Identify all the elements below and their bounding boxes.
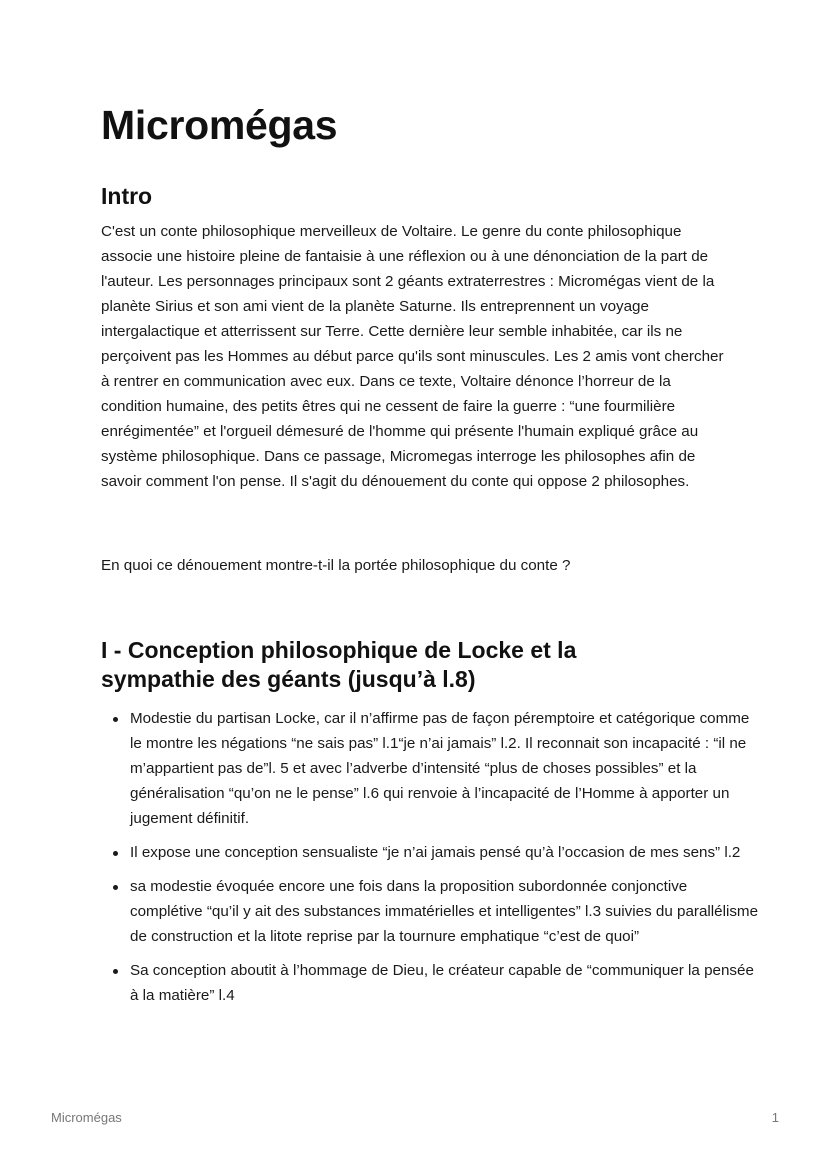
page-number: 1	[771, 1110, 779, 1125]
bullet-list	[101, 706, 760, 1017]
list-item-text: Sa conception aboutit à l’hommage de Dieu, le créateur capable de “communiquer la pensée à la matière” l.4	[130, 962, 754, 1004]
intro-heading: Intro	[101, 183, 153, 209]
document-title: Micromégas	[101, 102, 338, 148]
intro-paragraph: C'est un conte philosophique merveilleux de Voltaire. Le genre du conte philosophique associe une histoire pleine de fantaisie à une réflexion ou à une dénonciation de la part de l'auteur. Les personnages principaux sont 2 géants extraterrestres : Micromégas vient de la planète Sirius et son ami vient de la planète Saturne. Ils entreprennent un voyage intergalactique et atterrissent sur Terre. Cette dernière leur semble inhabitée, car ils ne perçoivent pas les Hommes au début parce qu'ils sont minuscules. Les 2 amis vont chercher à rentrer en communication avec eux. Dans ce texte, Voltaire dénonce l’horreur de la condition humaine, des petits êtres qui ne cessent de faire la guerre : “une fourmilière enrégimentée” et l'orgueil démesuré de l'homme qui présente l'humain expliqué grâce au système philosophique. Dans ce passage, Micromegas interroge les philosophes afin de savoir comment l'on pense. Il s'agit du dénouement du conte qui oppose 2 philosophes.	[101, 223, 724, 490]
problematic-question: En quoi ce dénouement montre-t-il la portée philosophique du conte ?	[101, 557, 571, 574]
list-item	[130, 874, 760, 949]
bullet-icon	[113, 851, 118, 856]
footer-title: Micromégas	[51, 1110, 122, 1125]
list-item-text: sa modestie évoquée encore une fois dans la proposition subordonnée conjonctive complétive “qu’il y ait des substances immatérielles et intelligentes” l.3 suivies du parallélisme de construction et la litote reprise par la tournure emphatique “c’est de quoi”	[130, 878, 759, 945]
section-heading: I - Conception philosophique de Locke et la sympathie des géants (jusqu’à l.8)	[101, 637, 577, 692]
bullet-icon	[113, 717, 118, 722]
list-item	[130, 706, 760, 831]
list-item	[130, 958, 760, 1008]
bullet-icon	[113, 969, 118, 974]
list-item-text: Modestie du partisan Locke, car il n’affirme pas de façon péremptoire et catégorique comme le montre les négations “ne sais pas” l.1“je n’ai jamais” l.2. Il reconnait son incapacité : “il ne m’appartient pas de”l. 5 et avec l’adverbe d’intensité “plus de choses possibles” et la généralisation “qu’on ne le pense” l.6 qui renvoie à l’incapacité de l’Homme à apporter un jugement définitif.	[130, 710, 750, 827]
list-item-text: Il expose une conception sensualiste “je n’ai jamais pensé qu’à l’occasion de mes sens” l.2	[130, 844, 741, 861]
list-item	[130, 840, 760, 865]
bullet-icon	[113, 885, 118, 890]
